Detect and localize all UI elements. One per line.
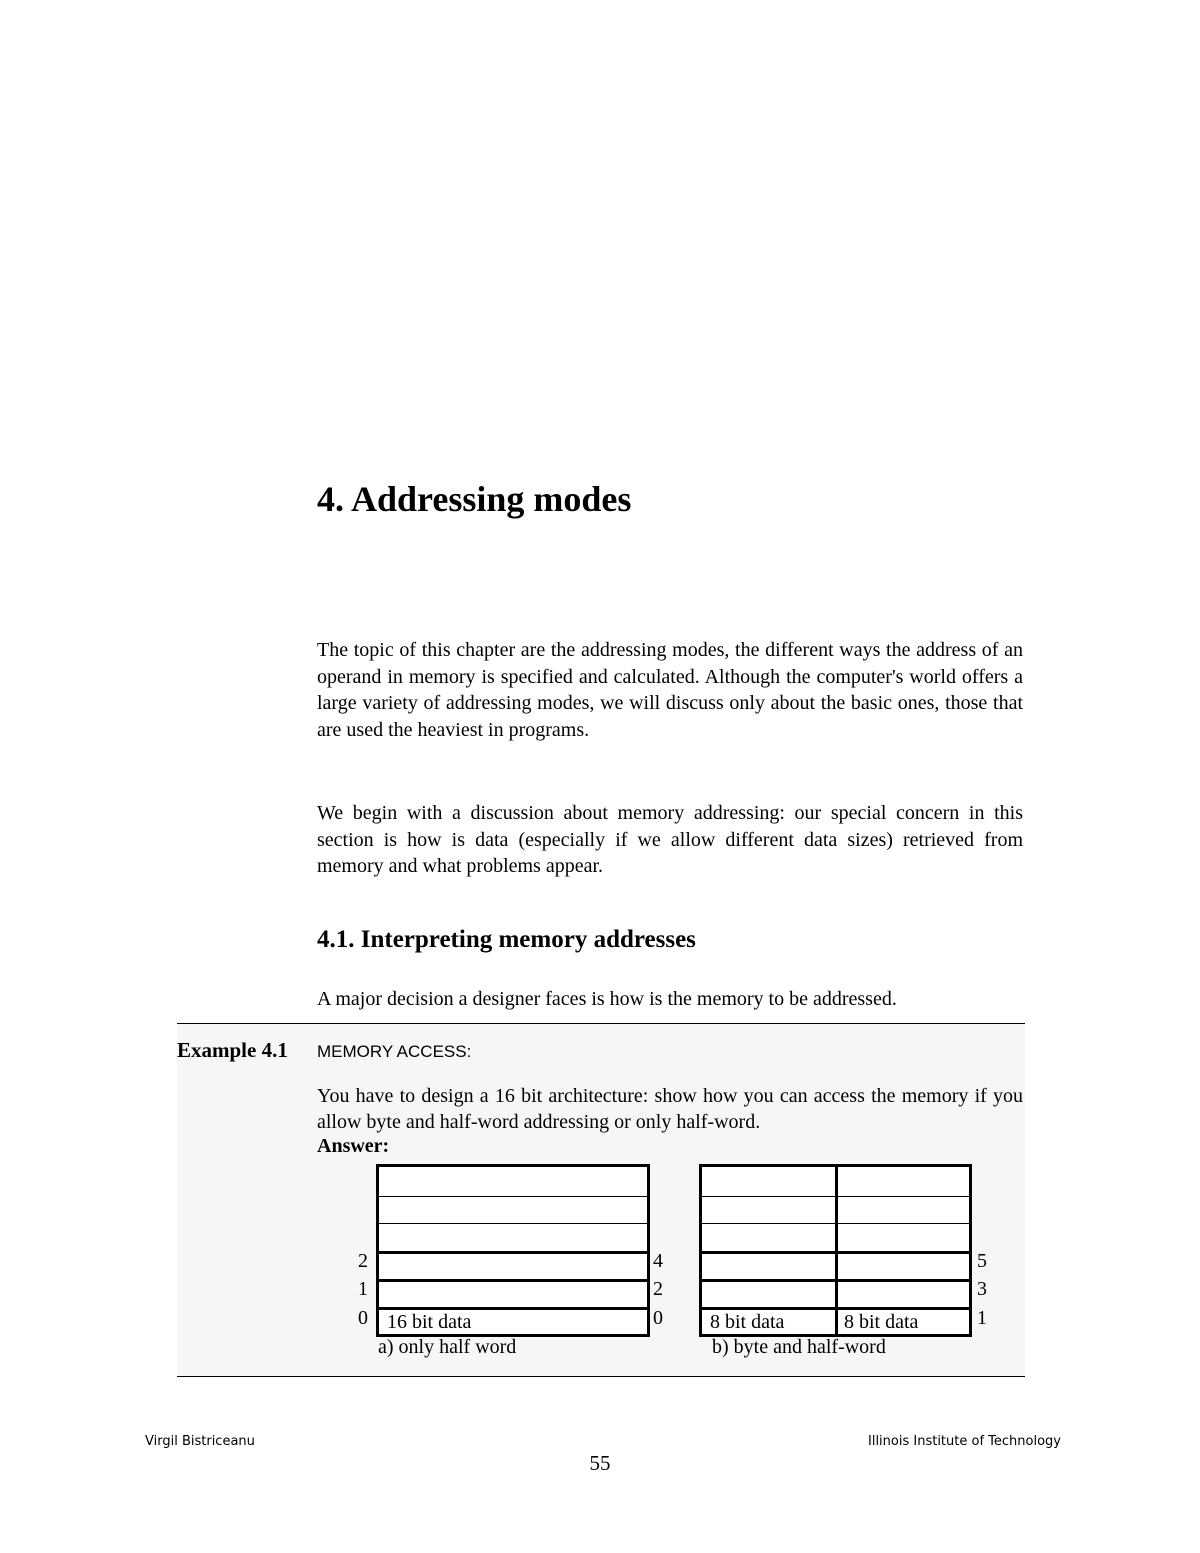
- address-label: 2: [653, 1278, 663, 1300]
- address-label: 2: [358, 1250, 368, 1272]
- diagram-a-caption: a) only half word: [378, 1336, 517, 1358]
- footer-author: Virgil Bistriceanu: [145, 1434, 255, 1449]
- chapter-title: 4. Addressing modes: [317, 479, 632, 519]
- page-number: 55: [589, 1451, 611, 1475]
- memory-row: [379, 1282, 647, 1310]
- address-label: 4: [653, 1250, 663, 1272]
- address-label: 1: [358, 1278, 368, 1300]
- example-heading: MEMORY ACCESS:: [317, 1042, 472, 1061]
- memory-paragraph: We begin with a discussion about memory addressing: our special concern in this section is how is data (especially if we allow different data sizes) retrieved from memory and what problems appear.: [317, 802, 1023, 877]
- address-label: 3: [977, 1278, 987, 1300]
- memory-cell-8bit-left: 8 bit data: [710, 1311, 785, 1333]
- memory-cell-16bit: 16 bit data: [387, 1311, 472, 1333]
- memory-row: [379, 1254, 647, 1282]
- diagram-b-caption: b) byte and half-word: [712, 1336, 886, 1358]
- memory-row: [379, 1197, 647, 1224]
- memory-row: [379, 1224, 647, 1254]
- memory-grid-a: [376, 1164, 650, 1337]
- example-label: Example 4.1: [177, 1038, 288, 1062]
- example-text: You have to design a 16 bit architecture: show how you can access the memory if you allow byte and half-word addressing or only half-word.: [317, 1085, 1023, 1133]
- section-intro: A major decision a designer faces is how is the memory to be addressed.: [317, 988, 897, 1010]
- section-title: 4.1. Interpreting memory addresses: [317, 926, 696, 953]
- address-label: 0: [358, 1307, 368, 1329]
- memory-row: [379, 1167, 647, 1197]
- intro-paragraph: The topic of this chapter are the addressing modes, the different ways the address of an operand in memory is specified and calculated. Although the computer's world offers a large variety of addressing modes, we will discuss only about the basic ones, those that are used the heaviest in programs.: [317, 639, 1023, 741]
- address-label: 1: [977, 1307, 987, 1329]
- byte-divider: [835, 1167, 838, 1334]
- memory-grid-b: [699, 1164, 972, 1337]
- footer-institution: Illinois Institute of Technology: [868, 1434, 1061, 1449]
- memory-cell-8bit-right: 8 bit data: [844, 1311, 919, 1333]
- address-label: 5: [977, 1250, 987, 1272]
- address-label: 0: [653, 1307, 663, 1329]
- answer-label: Answer:: [317, 1135, 390, 1157]
